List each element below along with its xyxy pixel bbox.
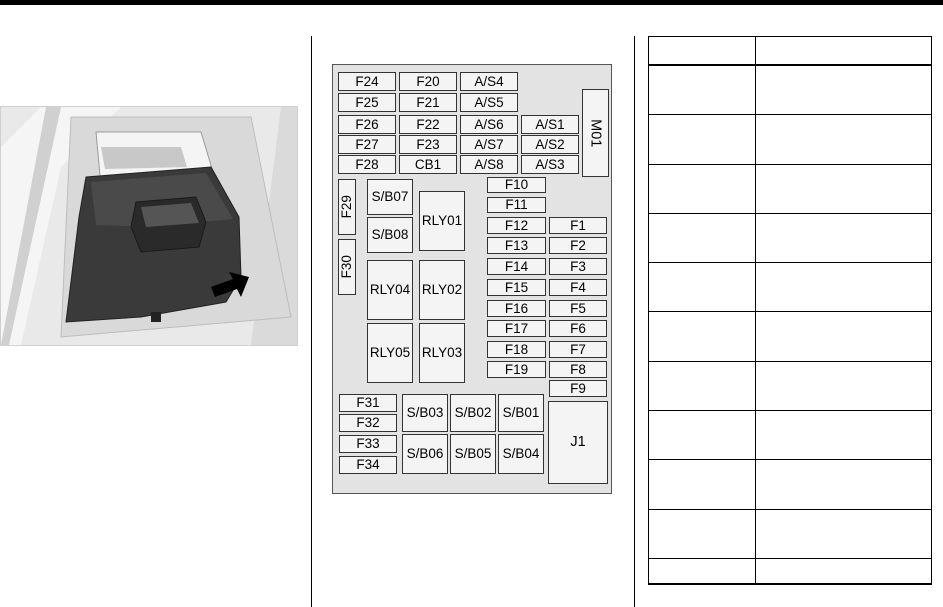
- fuse-f24: F24: [338, 72, 396, 91]
- connector-j1: J1: [548, 401, 608, 484]
- fuse-sb07: S/B07: [367, 179, 413, 215]
- table-cell: [649, 115, 756, 164]
- fuse-f21: F21: [399, 93, 457, 112]
- fuse-sb03: S/B03: [402, 394, 448, 432]
- relay-rly01: RLY01: [419, 191, 465, 251]
- table-cell: [649, 37, 756, 66]
- table-row: [649, 115, 932, 164]
- fuse-f8: F8: [549, 361, 607, 378]
- table-row: [649, 460, 932, 509]
- fuse-f27: F27: [338, 135, 396, 154]
- fuse-f13: F13: [487, 237, 546, 254]
- fuse-f6: F6: [549, 320, 607, 337]
- table-cell: [756, 37, 932, 66]
- table-row: [649, 213, 932, 262]
- table-cell: [649, 361, 756, 410]
- table-cell: [649, 460, 756, 509]
- table-cell: [756, 361, 932, 410]
- fuse-sb04: S/B04: [498, 434, 544, 474]
- table-cell: [649, 65, 756, 115]
- fuse-f2: F2: [549, 237, 607, 254]
- table-cell: [756, 164, 932, 213]
- fuse-as6: A/S6: [460, 115, 518, 134]
- fuse-sb08: S/B08: [367, 217, 413, 253]
- fuse-f11: F11: [487, 197, 546, 213]
- fuse-sb02: S/B02: [450, 394, 496, 432]
- fuse-as4: A/S4: [460, 72, 518, 91]
- fuse-f4: F4: [549, 279, 607, 296]
- fuse-f18: F18: [487, 341, 546, 358]
- table-row: [649, 37, 932, 66]
- table-row: [649, 263, 932, 312]
- table-row: [649, 558, 932, 584]
- fuse-f14: F14: [487, 258, 546, 275]
- fuse-f19: F19: [487, 361, 546, 378]
- fuse-as7: A/S7: [460, 135, 518, 154]
- relay-rly04: RLY04: [367, 260, 413, 320]
- fuse-f32: F32: [339, 414, 397, 432]
- fuse-f9: F9: [549, 380, 607, 397]
- fuse-as2: A/S2: [521, 135, 579, 154]
- table-cell: [756, 509, 932, 558]
- fuse-f20: F20: [399, 72, 457, 91]
- fuse-block-diagram: [332, 64, 612, 494]
- table-cell: [756, 558, 932, 584]
- fuse-f34: F34: [339, 456, 397, 474]
- fuse-sb05: S/B05: [450, 434, 496, 474]
- table-cell: [649, 213, 756, 262]
- fuse-f7: F7: [549, 341, 607, 358]
- column-divider-left: [311, 36, 312, 607]
- fuse-f33: F33: [339, 435, 397, 453]
- fuse-as3: A/S3: [521, 155, 579, 174]
- table-row: [649, 65, 932, 115]
- fuse-as5: A/S5: [460, 93, 518, 112]
- table-cell: [756, 115, 932, 164]
- fuse-f22: F22: [399, 115, 457, 134]
- column-divider-right: [634, 36, 635, 607]
- fuse-cb1: CB1: [399, 155, 457, 174]
- fuse-f17: F17: [487, 320, 546, 337]
- table-cell: [756, 411, 932, 460]
- table-cell: [649, 558, 756, 584]
- table-row: [649, 312, 932, 361]
- relay-rly02: RLY02: [419, 260, 465, 320]
- fuse-f10: F10: [487, 177, 546, 193]
- fuse-m01: M01: [582, 89, 609, 177]
- fuse-f1: F1: [549, 217, 607, 234]
- fuse-f3: F3: [549, 258, 607, 275]
- fuse-sb01: S/B01: [498, 394, 544, 432]
- top-rule: [0, 0, 943, 5]
- fuse-f25: F25: [338, 93, 396, 112]
- table-row: [649, 164, 932, 213]
- table-row: [649, 509, 932, 558]
- table-row: [649, 411, 932, 460]
- table-cell: [756, 65, 932, 115]
- fuse-f5: F5: [549, 300, 607, 317]
- photo-illustration: [1, 107, 297, 345]
- fuse-block-door-photo: [0, 106, 298, 346]
- fuse-as8: A/S8: [460, 155, 518, 174]
- table-cell: [649, 411, 756, 460]
- fuse-f15: F15: [487, 279, 546, 296]
- table-cell: [649, 509, 756, 558]
- fuse-f28: F28: [338, 155, 396, 174]
- table-row: [649, 361, 932, 410]
- fuse-sb06: S/B06: [402, 434, 448, 474]
- table-cell: [649, 164, 756, 213]
- fuse-f29: F29: [338, 179, 356, 235]
- fuse-f31: F31: [339, 394, 397, 412]
- fuse-f16: F16: [487, 300, 546, 317]
- relay-rly05: RLY05: [367, 323, 413, 383]
- table-cell: [756, 460, 932, 509]
- table-cell: [756, 263, 932, 312]
- fuse-f12: F12: [487, 217, 546, 234]
- table-cell: [649, 312, 756, 361]
- table-cell: [649, 263, 756, 312]
- fuse-usage-table: [648, 36, 932, 585]
- fuse-f26: F26: [338, 115, 396, 134]
- table-cell: [756, 312, 932, 361]
- relay-rly03: RLY03: [419, 323, 465, 383]
- table-cell: [756, 213, 932, 262]
- fuse-f23: F23: [399, 135, 457, 154]
- fuse-as1: A/S1: [521, 115, 579, 134]
- fuse-f30: F30: [338, 239, 356, 295]
